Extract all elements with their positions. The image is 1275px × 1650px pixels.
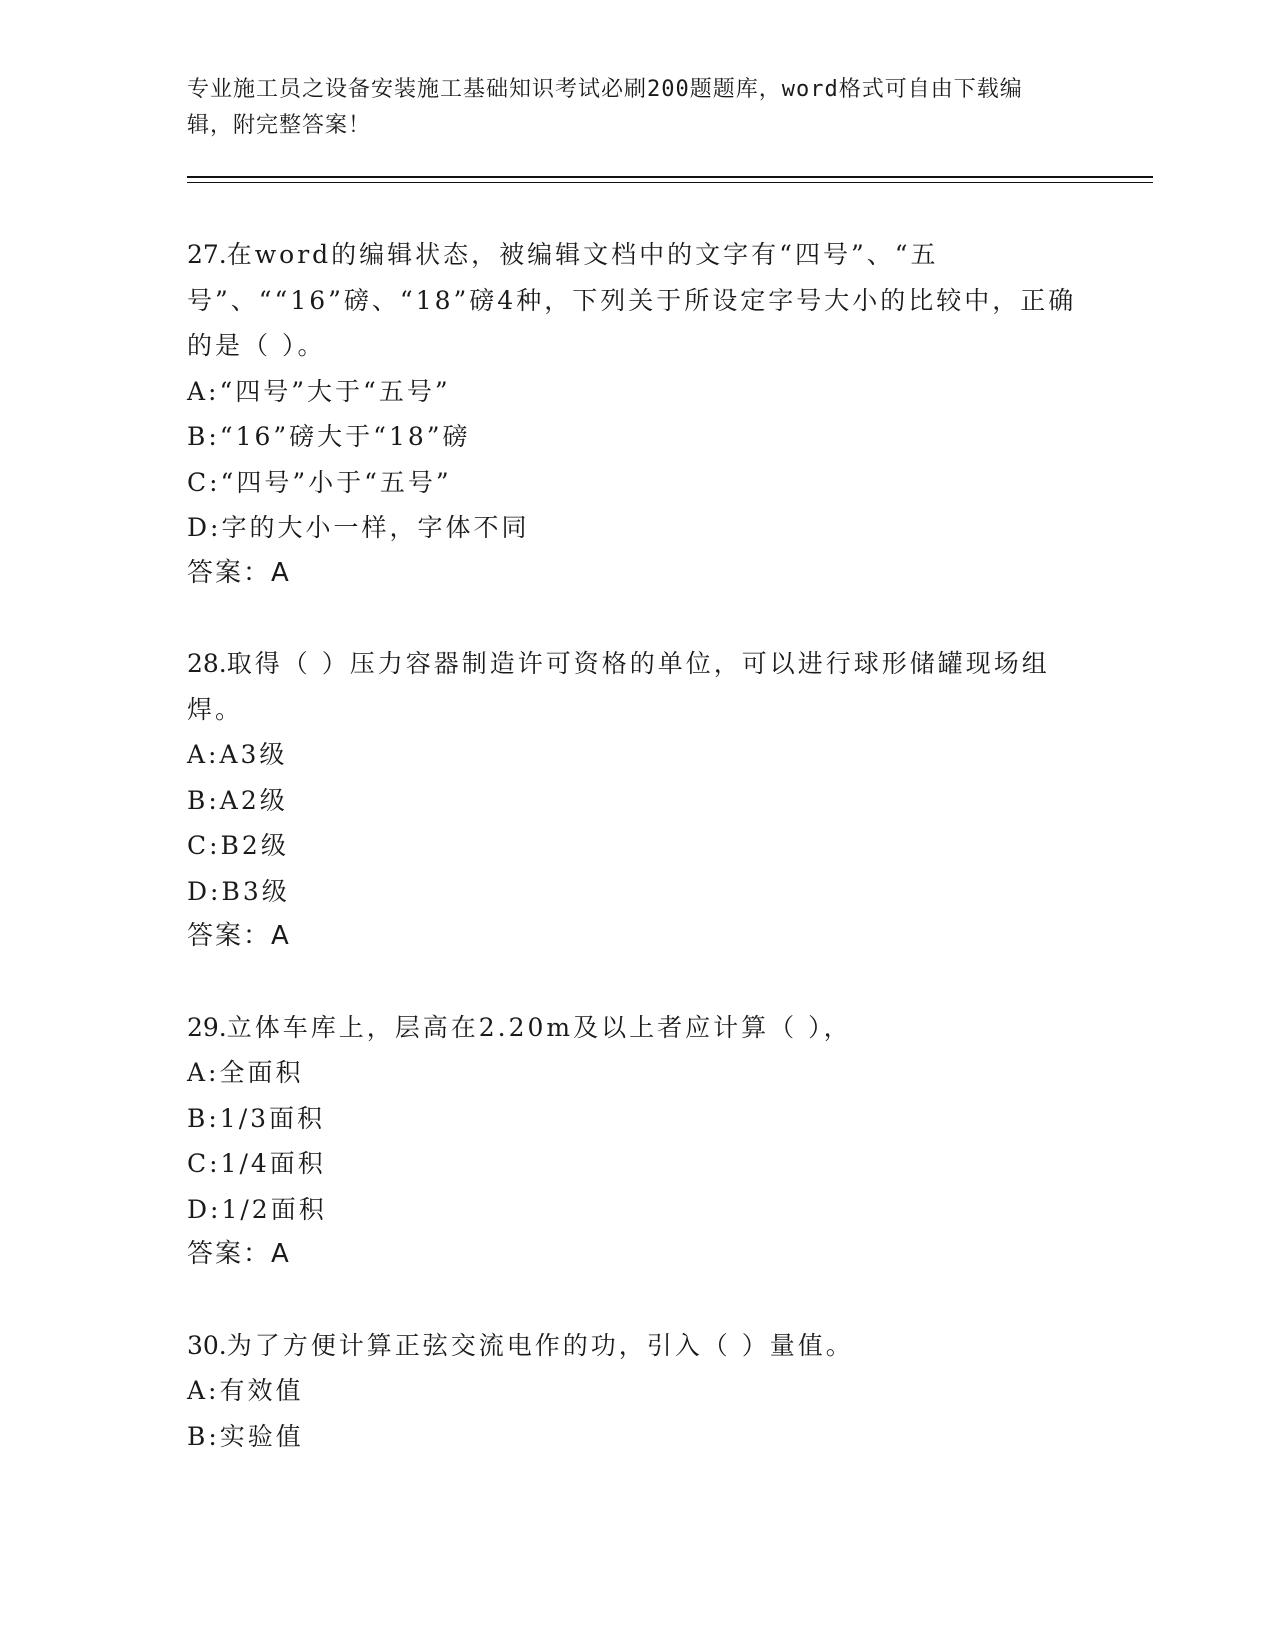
option-b: B:“16”磅大于“18”磅	[187, 422, 471, 451]
header-rule-thick	[187, 176, 1153, 178]
option-a: A:A3级	[187, 740, 288, 769]
question-27	[187, 232, 1087, 596]
question-number: 29.	[187, 1012, 227, 1042]
option-c: C:B2级	[187, 831, 289, 860]
question-29	[187, 1005, 1087, 1278]
answer-line: 答案：A	[187, 921, 291, 951]
question-list	[187, 232, 1087, 1504]
answer-line: 答案：A	[187, 557, 291, 588]
option-b: B:1/3面积	[187, 1103, 326, 1133]
option-d: D:B3级	[187, 876, 290, 906]
header-rule-thin	[187, 182, 1153, 183]
question-stem	[187, 1005, 1087, 1051]
option-c: C:1/4面积	[187, 1149, 326, 1178]
question-text: 在word的编辑状态，被编辑文档中的文字有“四号”、“五号”、““16”磅、“18”磅4种，下列关于所设定字号大小的比较中，正确的是（ ）。	[187, 240, 1077, 360]
option-c: C:“四号”小于“五号”	[187, 467, 452, 497]
option-b: B:实验值	[187, 1421, 304, 1451]
question-number: 28.	[187, 649, 227, 678]
question-stem	[187, 641, 1087, 732]
document-header: 专业施工员之设备安装施工基础知识考试必刷200题题库，word格式可自由下载编辑，附完整答案！	[187, 77, 1023, 138]
question-stem	[187, 1323, 1087, 1369]
option-a: A:有效值	[187, 1376, 304, 1405]
option-b: B:A2级	[187, 785, 288, 815]
option-d: D:1/2面积	[187, 1194, 327, 1224]
question-text: 为了方便计算正弦交流电作的功，引入（ ）量值。	[226, 1330, 854, 1360]
question-28	[187, 641, 1087, 960]
question-number: 27.	[187, 240, 227, 269]
question-text: 取得（ ）压力容器制造许可资格的单位，可以进行球形储罐现场组焊。	[187, 649, 1050, 724]
option-a: A:“四号”大于“五号”	[187, 376, 451, 406]
question-number: 30.	[187, 1330, 227, 1360]
question-text: 立体车库上，层高在2.20m及以上者应计算（ ），	[226, 1012, 852, 1042]
option-d: D:字的大小一样，字体不同	[187, 513, 530, 542]
option-a: A:全面积	[187, 1058, 304, 1087]
question-stem	[187, 232, 1087, 369]
answer-line: 答案：A	[187, 1239, 291, 1269]
question-30	[187, 1323, 1087, 1460]
